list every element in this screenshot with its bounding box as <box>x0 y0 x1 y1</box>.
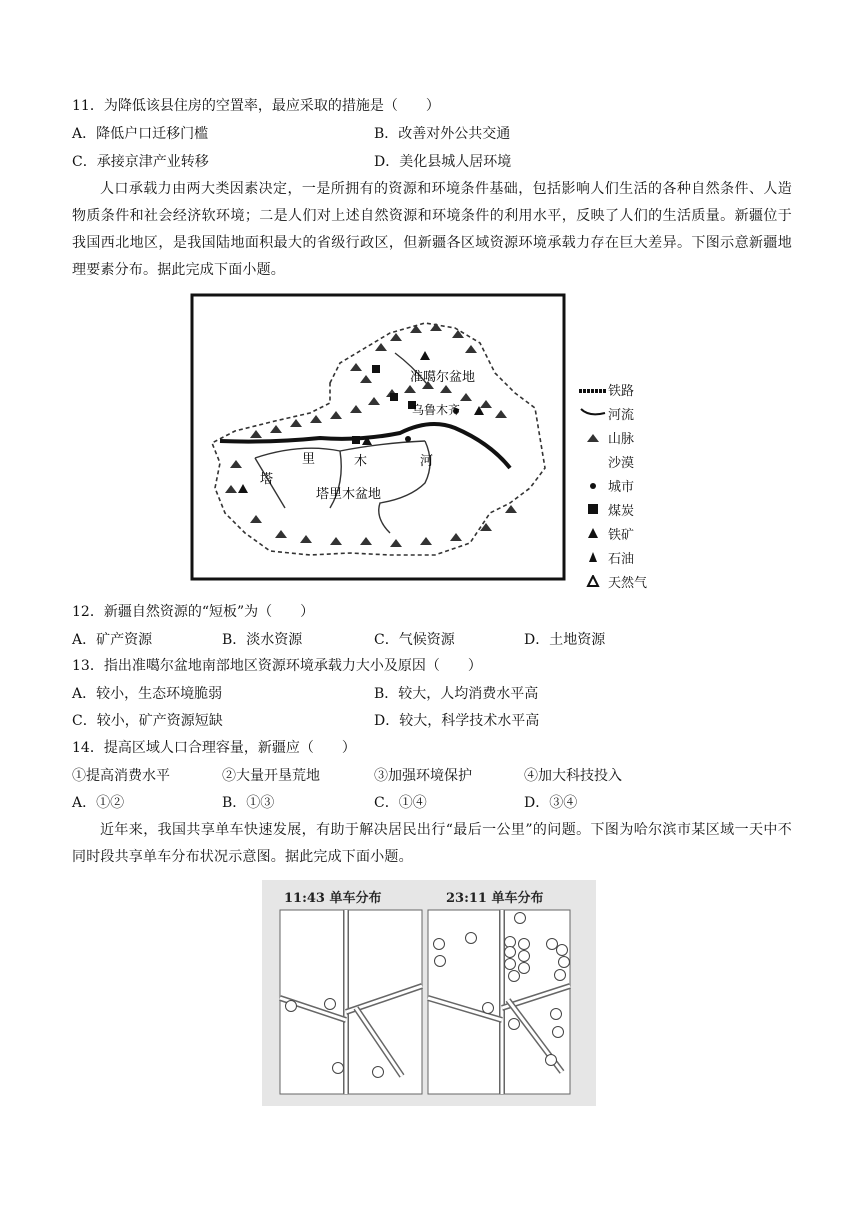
label-he: 河 <box>420 454 434 469</box>
bike-panel-right <box>428 910 570 1094</box>
q14-item-4: ④加大科技投入 <box>524 768 622 784</box>
q11-option-b[interactable]: B．改善对外公共交通 <box>374 126 511 142</box>
coal-icon <box>352 436 360 444</box>
q12-option-c[interactable]: C．气候资源 <box>374 632 455 648</box>
legend-city: 城市 <box>578 476 634 495</box>
oil-icon <box>578 551 608 567</box>
q14-item-2: ②大量开垦荒地 <box>222 768 320 784</box>
q11-stem: 11．为降低该县住房的空置率，最应采取的措施是（ ） <box>72 98 440 114</box>
mountain-icon <box>578 432 608 447</box>
q13-option-d[interactable]: D．较大，科学技术水平高 <box>374 713 540 729</box>
q13-option-a[interactable]: A．较小，生态环境脆弱 <box>72 686 223 702</box>
q12-option-b[interactable]: B．淡水资源 <box>222 632 303 648</box>
label-urumqi: 乌鲁木齐 <box>412 403 461 417</box>
q14-item-1: ①提高消费水平 <box>72 768 170 784</box>
q12-stem: 12．新疆自然资源的“短板”为（ ） <box>72 604 315 620</box>
bike-panel-left <box>280 910 422 1094</box>
passage-bikes: 近年来，我国共享单车快速发展，有助于解决居民出行“最后一公里”的问题。下图为哈尔滨市某区域一天中不同时段共享单车分布状况示意图。据此完成下面小题。 <box>72 822 792 865</box>
q14-option-d[interactable]: D．③④ <box>524 795 578 811</box>
river-icon <box>578 407 608 423</box>
q14-option-b[interactable]: B．①③ <box>222 795 275 811</box>
legend-oil: 石油 <box>578 548 634 567</box>
label-junggar: 准噶尔盆地 <box>410 370 476 385</box>
coal-icon <box>578 503 608 519</box>
q13-option-c[interactable]: C．较小，矿产资源短缺 <box>72 713 223 729</box>
label-tarim: 塔里木盆地 <box>316 487 382 502</box>
q12-option-a[interactable]: A．矿产资源 <box>72 632 153 648</box>
coal-icon <box>372 365 380 373</box>
q12-option-d[interactable]: D．土地资源 <box>524 632 606 648</box>
label-li: 里 <box>302 452 316 467</box>
legend-desert: 沙漠 <box>608 456 635 471</box>
bike-title-left: 11:43 单车分布 <box>284 891 382 906</box>
bike-title-right: 23:11 单车分布 <box>446 891 544 906</box>
legend-coal: 煤炭 <box>578 500 634 519</box>
legend-mountain: 山脉 <box>578 428 634 447</box>
q11-option-c[interactable]: C．承接京津产业转移 <box>72 154 209 170</box>
passage-xinjiang: 人口承载力由两大类因素决定，一是所拥有的资源和环境条件基础，包括影响人们生活的各种自然条件、人造物质条件和社会经济软环境；二是人们对上述自然资源和环境条件的利用水平，反映了人们的生活质量。新疆位于我国西北地区，是我国陆地面积最大的省级行政区，但新疆各区域资源环境承载力存在巨大差异。下图示意新疆地理要素分布。据此完成下面小题。 <box>72 181 792 278</box>
legend-river: 河流 <box>578 404 634 423</box>
q14-stem: 14．提高区域人口合理容量，新疆应（ ） <box>72 740 356 756</box>
city-icon <box>405 436 411 442</box>
railway-icon <box>578 384 608 399</box>
legend-iron: 铁矿 <box>578 524 634 543</box>
legend-gas: 天然气 <box>578 572 647 591</box>
q14-option-a[interactable]: A．①② <box>72 795 125 811</box>
q14-item-3: ③加强环境保护 <box>374 768 472 784</box>
bike-figure <box>262 880 596 1106</box>
q13-option-b[interactable]: B．较大，人均消费水平高 <box>374 686 539 702</box>
legend-railway: 铁路 <box>578 380 634 399</box>
q14-option-c[interactable]: C．①④ <box>374 795 427 811</box>
q11-option-d[interactable]: D．美化县城人居环境 <box>374 154 512 170</box>
q13-stem: 13．指出准噶尔盆地南部地区资源环境承载力大小及原因（ ） <box>72 658 482 674</box>
label-ta: 塔 <box>260 472 274 487</box>
label-mu: 木 <box>354 454 368 469</box>
gas-icon <box>578 575 608 591</box>
city-icon <box>578 480 608 495</box>
coal-icon <box>390 393 398 401</box>
bike-figure-svg <box>262 880 596 1106</box>
iron-ore-icon <box>578 527 608 543</box>
q11-option-a[interactable]: A．降低户口迁移门槛 <box>72 126 209 142</box>
